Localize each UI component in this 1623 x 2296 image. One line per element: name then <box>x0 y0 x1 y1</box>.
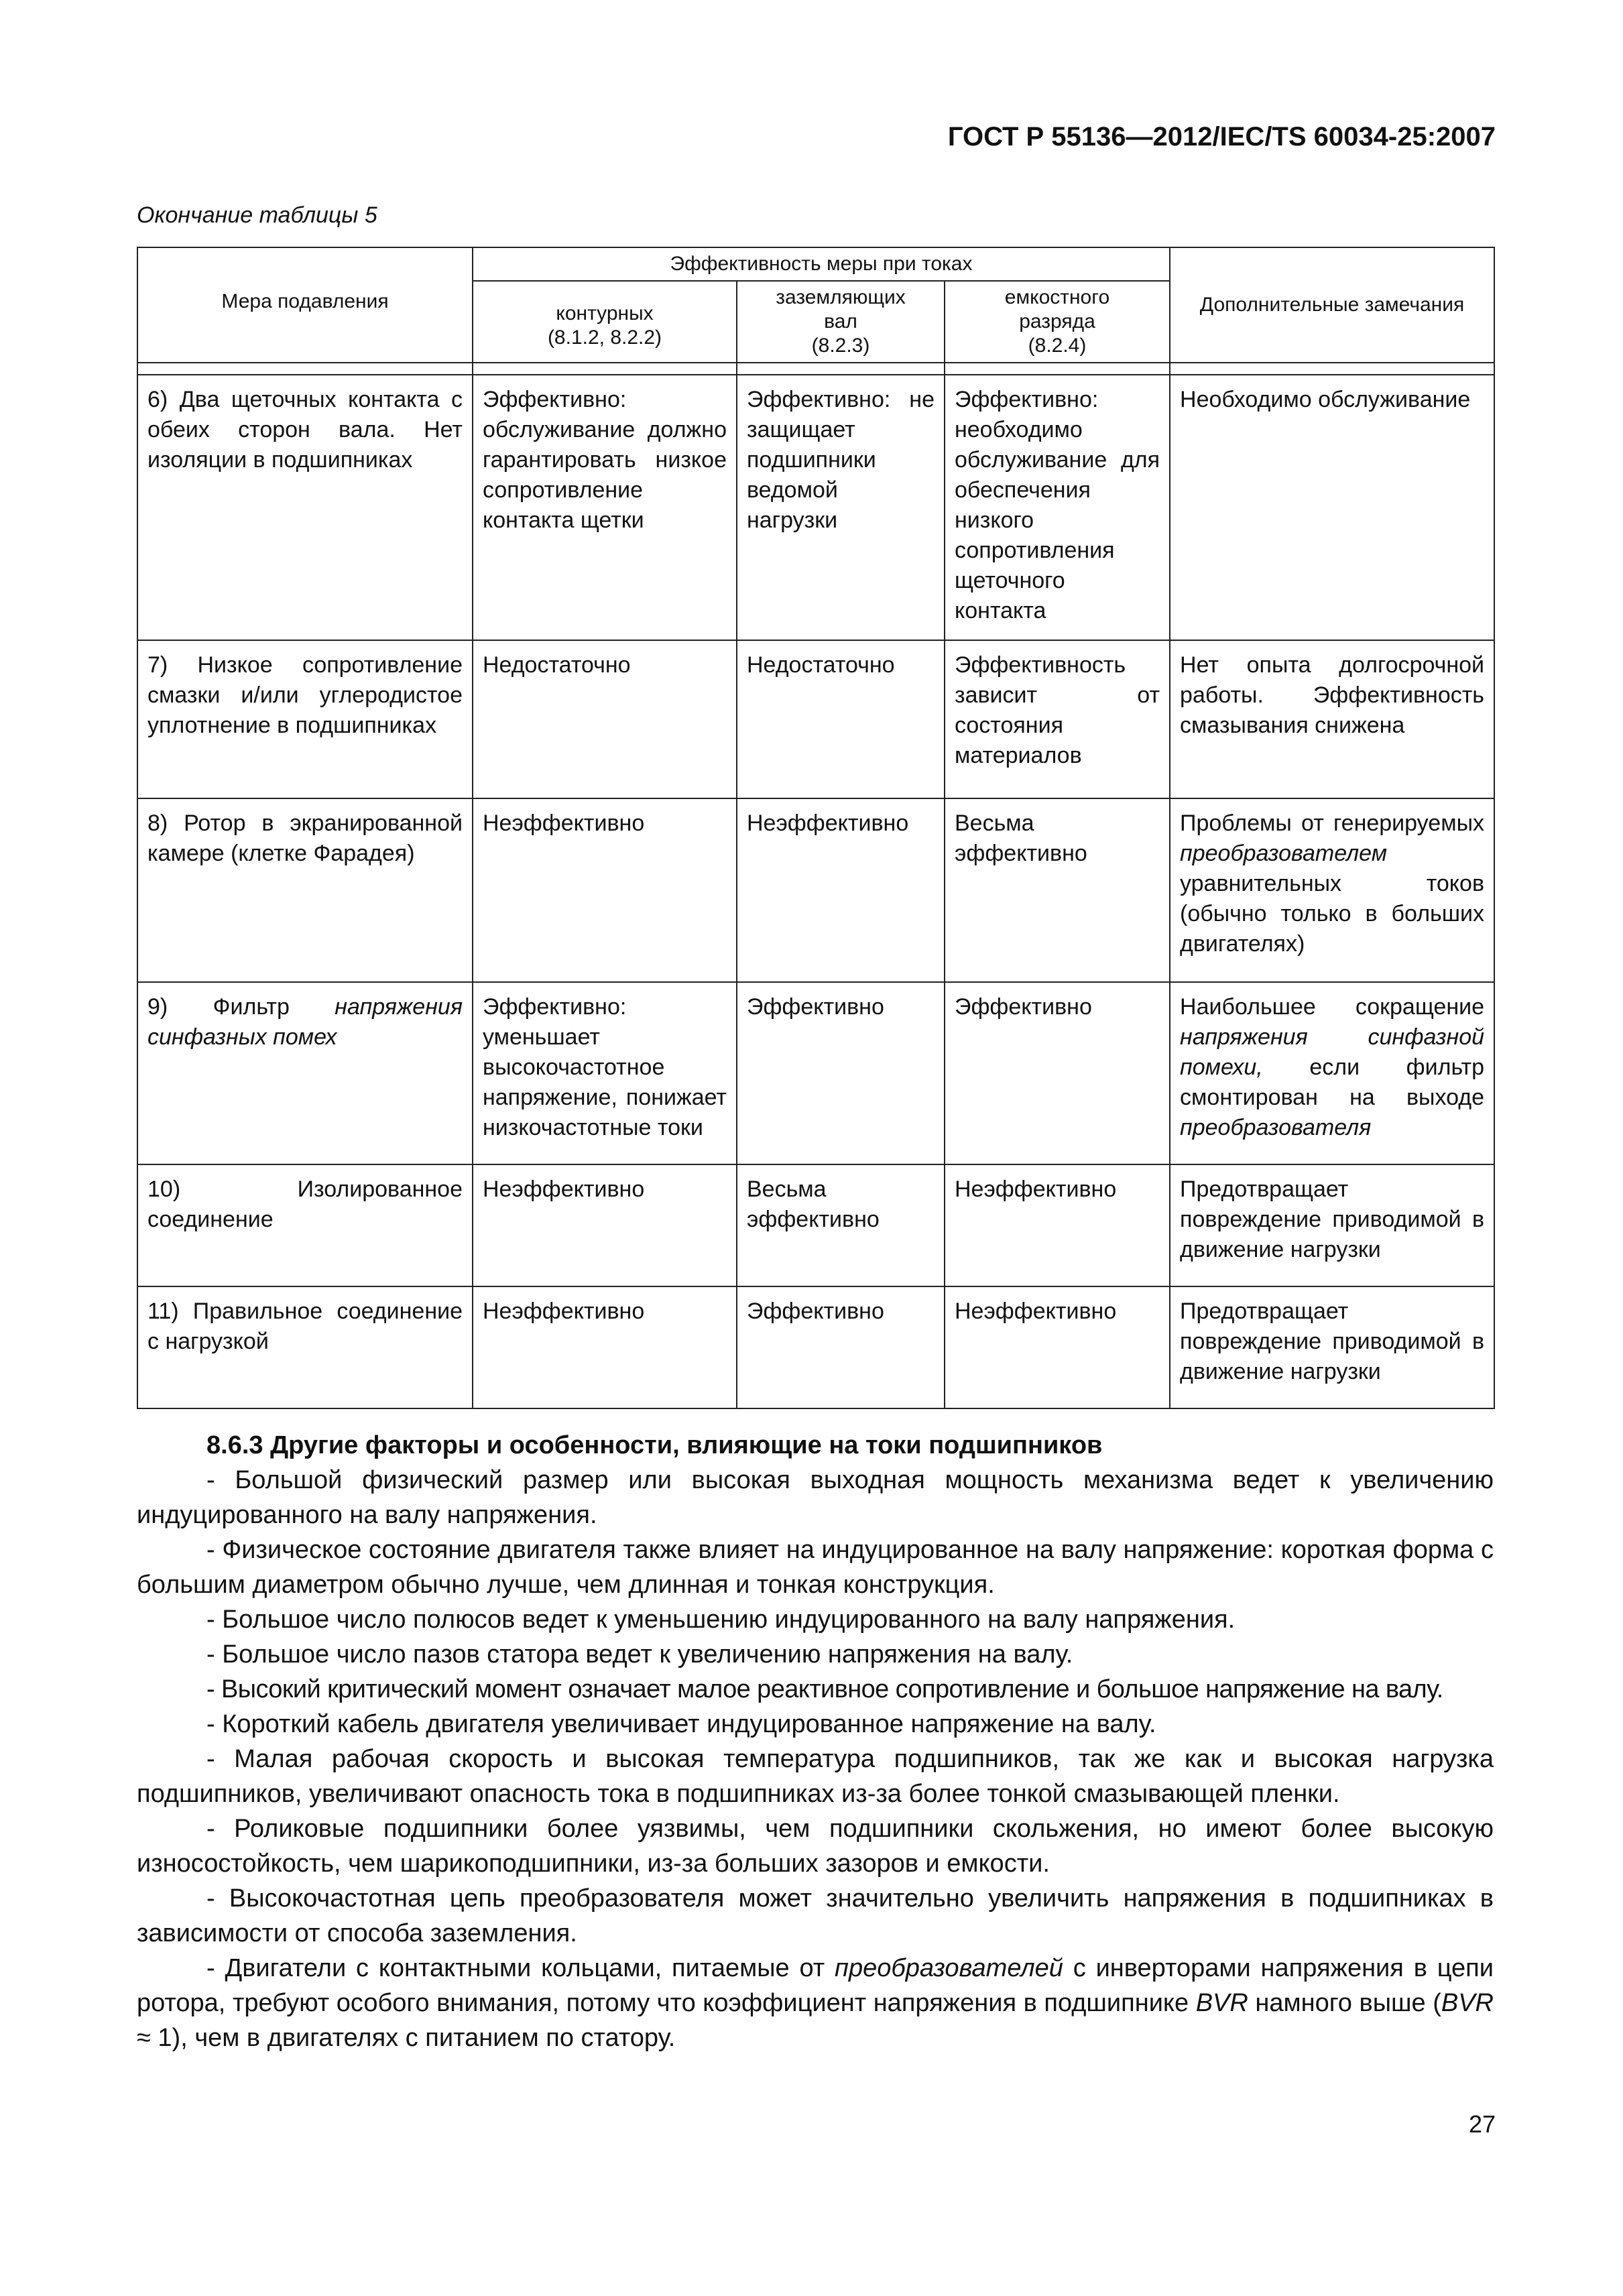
header-separator <box>137 363 1494 375</box>
cell-notes: Предотвращает повреждение приводимой в движение нагрузки <box>1170 1286 1494 1408</box>
paragraph: - Двигатели с контактными кольцами, питаемые от преобразователей с инверторами напряжения в цепи ротора, требуют особого внимания, потому что коэффициент напряжения в подшипнике BVR намного выше (BVR ≈ 1), чем в двигателях с питанием по статору. <box>137 1954 1494 2052</box>
cell-measure: 9) Фильтр напряжения синфазных помех <box>137 982 473 1164</box>
cell-contour: Неэффективно <box>473 798 737 982</box>
cell-ground: Эффективно <box>737 982 945 1164</box>
paragraph: - Большое число пазов статора ведет к увеличению напряжения на валу. <box>206 1640 1073 1669</box>
cell-ground: Эффективно: не защищает подшипники ведомой нагрузки <box>737 375 945 640</box>
header-measure: Мера подавления <box>137 247 473 363</box>
cell-ground: Весьма эффективно <box>737 1164 945 1286</box>
section-8-6-3 <box>137 1428 1494 2055</box>
cell-capacitive: Неэффективно <box>945 1164 1170 1286</box>
table-row <box>137 1286 1494 1408</box>
cell-capacitive: Неэффективно <box>945 1286 1170 1408</box>
paragraph: - Большое число полюсов ведет к уменьшению индуцированного на валу напряжения. <box>206 1606 1236 1634</box>
cell-contour: Эффективно: уменьшает высокочастотное напряжение, понижает низкочастотные токи <box>473 982 737 1164</box>
cell-ground: Неэффективно <box>737 798 945 982</box>
paragraph: - Высокий критический момент означает малое реактивное сопротивление и большое напряжение на валу. <box>206 1675 1443 1703</box>
cell-notes: Предотвращает повреждение приводимой в движение нагрузки <box>1170 1164 1494 1286</box>
table-row <box>137 640 1494 798</box>
paragraph: - Высокочастотная цепь преобразователя может значительно увеличить напряжения в подшипниках в зависимости от способа заземления. <box>137 1884 1494 1947</box>
cell-notes: Наибольшее сокращение напряжения синфазной помехи, если фильтр смонтирован на выходе преобразователя <box>1170 982 1494 1164</box>
document-code: ГОСТ Р 55136—2012/IEC/TS 60034-25:2007 <box>947 122 1496 152</box>
cell-notes: Нет опыта долгосрочной работы. Эффективность смазывания снижена <box>1170 640 1494 798</box>
cell-capacitive: Эффективно <box>945 982 1170 1164</box>
cell-notes: Необходимо обслуживание <box>1170 375 1494 640</box>
table-caption: Окончание таблицы 5 <box>137 202 377 228</box>
cell-capacitive: Весьма эффективно <box>945 798 1170 982</box>
cell-contour: Недостаточно <box>473 640 737 798</box>
paragraph: - Роликовые подшипники более уязвимы, чем подшипники скольжения, но имеют более высокую износостойкость, чем шарикоподшипники, из-за больших зазоров и емкости. <box>137 1815 1494 1878</box>
cell-ground: Недостаточно <box>737 640 945 798</box>
page-number: 27 <box>1468 2110 1496 2138</box>
section-heading: 8.6.3 Другие факторы и особенности, влияющие на токи подшипников <box>206 1431 1103 1459</box>
cell-ground: Эффективно <box>737 1286 945 1408</box>
cell-measure: 7) Низкое сопротивление смазки и/или углеродистое уплотнение в подшипниках <box>137 640 473 798</box>
paragraph: - Короткий кабель двигателя увеличивает индуцированное напряжение на валу. <box>206 1710 1156 1738</box>
paragraph: - Большой физический размер или высокая выходная мощность механизма ведет к увеличению индуцированного на валу напряжения. <box>137 1466 1494 1529</box>
table-row <box>137 798 1494 982</box>
paragraph: - Физическое состояние двигателя также влияет на индуцированное на валу напряжение: короткая форма с большим диаметром обычно лучше, чем длинная и тонкая конструкция. <box>137 1536 1494 1599</box>
header-effectiveness: Эффективность меры при токах <box>473 247 1170 281</box>
cell-capacitive: Эффективность зависит от состояния материалов <box>945 640 1170 798</box>
table-row <box>137 375 1494 640</box>
cell-contour: Эффективно: обслуживание должно гарантировать низкое сопротивление контакта щетки <box>473 375 737 640</box>
header-ground: заземляющих вал (8.2.3) <box>737 281 945 363</box>
cell-measure: 11) Правильное соединение с нагрузкой <box>137 1286 473 1408</box>
cell-measure: 8) Ротор в экранированной камере (клетке Фарадея) <box>137 798 473 982</box>
header-notes: Дополнительные замечания <box>1170 247 1494 363</box>
table-row <box>137 1164 1494 1286</box>
table-5 <box>137 247 1495 1409</box>
table-row <box>137 982 1494 1164</box>
paragraph: - Малая рабочая скорость и высокая температура подшипников, так же как и высокая нагрузка подшипников, увеличивают опасность тока в подшипниках из-за более тонкой смазывающей пленки. <box>137 1745 1494 1808</box>
cell-contour: Неэффективно <box>473 1286 737 1408</box>
cell-notes: Проблемы от генерируемых преобразователем уравнительных токов (обычно только в больших двигателях) <box>1170 798 1494 982</box>
header-capacitive: емкостного разряда (8.2.4) <box>945 281 1170 363</box>
cell-measure: 6) Два щеточных контакта с обеих сторон вала. Нет изоляции в подшипниках <box>137 375 473 640</box>
cell-contour: Неэффективно <box>473 1164 737 1286</box>
cell-capacitive: Эффективно: необходимо обслуживание для обеспечения низкого сопротивления щеточного контакта <box>945 375 1170 640</box>
header-contour: контурных (8.1.2, 8.2.2) <box>473 281 737 363</box>
cell-measure: 10) Изолированное соединение <box>137 1164 473 1286</box>
